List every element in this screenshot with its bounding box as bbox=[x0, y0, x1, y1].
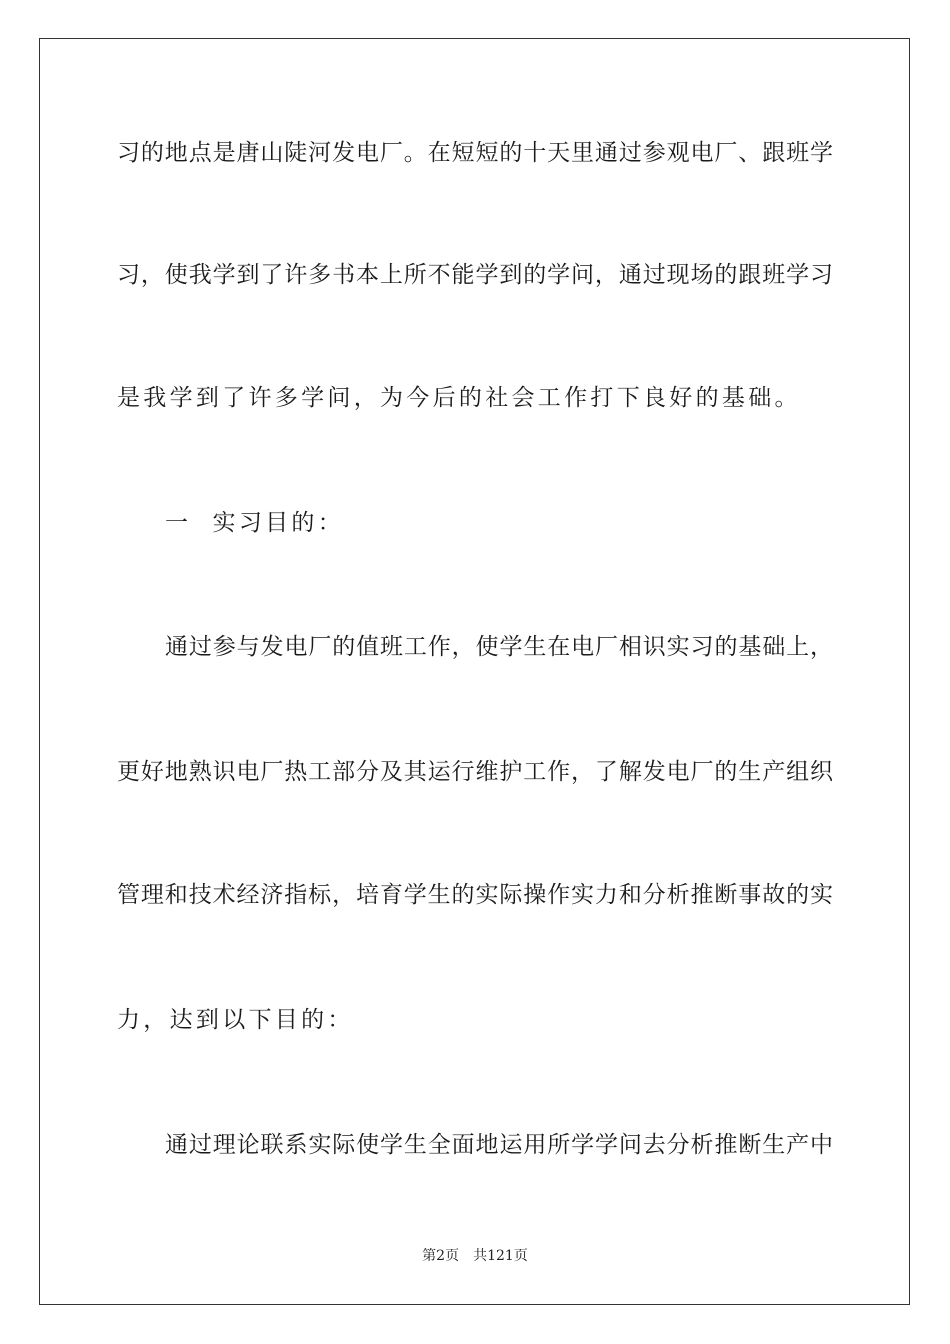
body-line-6: 更好地熟识电厂热工部分及其运行维护工作，了解发电厂的生产组织 bbox=[117, 759, 833, 785]
page-footer bbox=[0, 1247, 950, 1265]
page-border bbox=[39, 38, 910, 1305]
section-heading: 一 实习目的： bbox=[165, 510, 345, 536]
body-line-9: 通过理论联系实际使学生全面地运用所学学问去分析推断生产中 bbox=[165, 1132, 833, 1158]
body-line-2: 习，使我学到了许多书本上所不能学到的学问，通过现场的跟班学习 bbox=[117, 262, 833, 288]
body-line-3: 是我学到了许多学问，为今后的社会工作打下良好的基础。 bbox=[117, 385, 801, 411]
page-number: 第2页 bbox=[422, 1248, 460, 1264]
body-line-7: 管理和技术经济指标，培育学生的实际操作实力和分析推断事故的实 bbox=[117, 882, 833, 908]
page-total: 共121页 bbox=[473, 1248, 528, 1264]
body-line-1: 习的地点是唐山陡河发电厂。在短短的十天里通过参观电厂、跟班学 bbox=[117, 140, 833, 166]
body-line-8: 力，达到以下目的： bbox=[117, 1007, 354, 1033]
body-line-5: 通过参与发电厂的值班工作，使学生在电厂相识实习的基础上， bbox=[165, 634, 833, 660]
